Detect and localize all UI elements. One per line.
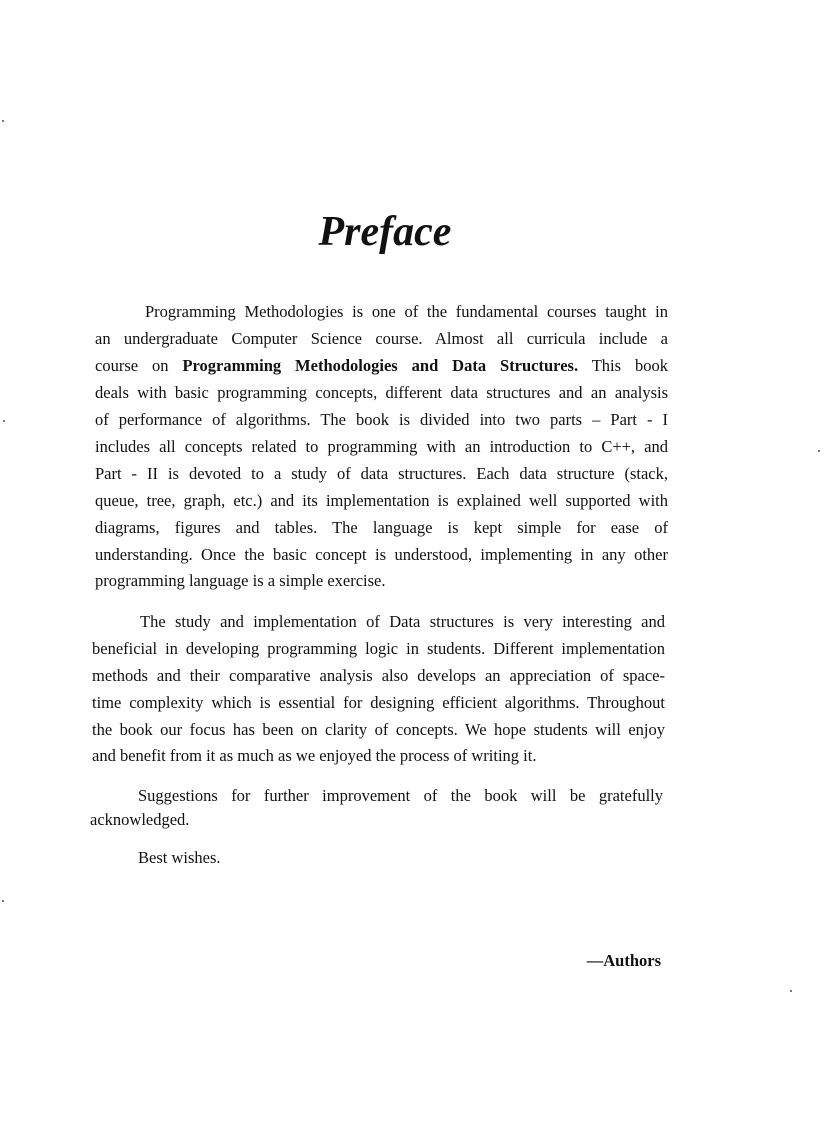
- text-line: deals with basic programming concepts, different data structures and an analysis: [95, 383, 668, 402]
- text-line: beneficial in developing programming logic in students. Different implementation: [92, 639, 665, 658]
- text-line: includes all concepts related to programming with an introduction to C++, and: [95, 437, 668, 456]
- text-line: acknowledged.: [90, 810, 190, 829]
- text-line: The study and implementation of Data structures is very interesting and: [140, 612, 665, 631]
- text-line: methods and their comparative analysis also develops an appreciation of space-: [92, 666, 665, 685]
- text-line: diagrams, figures and tables. The language is kept simple for ease of: [95, 518, 668, 537]
- text-line: [95, 356, 668, 376]
- text-line: queue, tree, graph, etc.) and its implementation is explained well supported with: [95, 491, 668, 510]
- text-line: understanding. Once the basic concept is understood, implementing in any other: [95, 545, 668, 564]
- text-line: time complexity which is essential for designing efficient algorithms. Throughout: [92, 693, 665, 712]
- text-line: programming language is a simple exercise.: [95, 571, 386, 590]
- text-segment: course on: [95, 356, 183, 375]
- scan-speck: [818, 450, 820, 452]
- scan-speck: [2, 120, 4, 122]
- text-line: Suggestions for further improvement of the book will be gratefully: [138, 786, 663, 805]
- text-line: Part - II is devoted to a study of data structures. Each data structure (stack,: [95, 464, 668, 483]
- bold-course-name: Programming Methodologies and Data Structures.: [182, 356, 579, 375]
- text-line: the book our focus has been on clarity of concepts. We hope students will enjoy: [92, 720, 665, 739]
- scan-speck: [790, 990, 792, 992]
- scan-speck: [3, 420, 5, 422]
- closing-line: Best wishes.: [138, 848, 221, 867]
- text-segment: This book: [578, 356, 668, 375]
- text-line: an undergraduate Computer Science course. Almost all curricula include a: [95, 329, 668, 348]
- page-title: Preface: [318, 209, 452, 255]
- text-line: of performance of algorithms. The book is divided into two parts – Part - I: [95, 410, 668, 429]
- signature: —Authors: [586, 951, 661, 970]
- text-line: and benefit from it as much as we enjoyed the process of writing it.: [92, 746, 537, 765]
- scan-speck: [2, 900, 4, 902]
- text-line: Programming Methodologies is one of the fundamental courses taught in: [145, 302, 668, 321]
